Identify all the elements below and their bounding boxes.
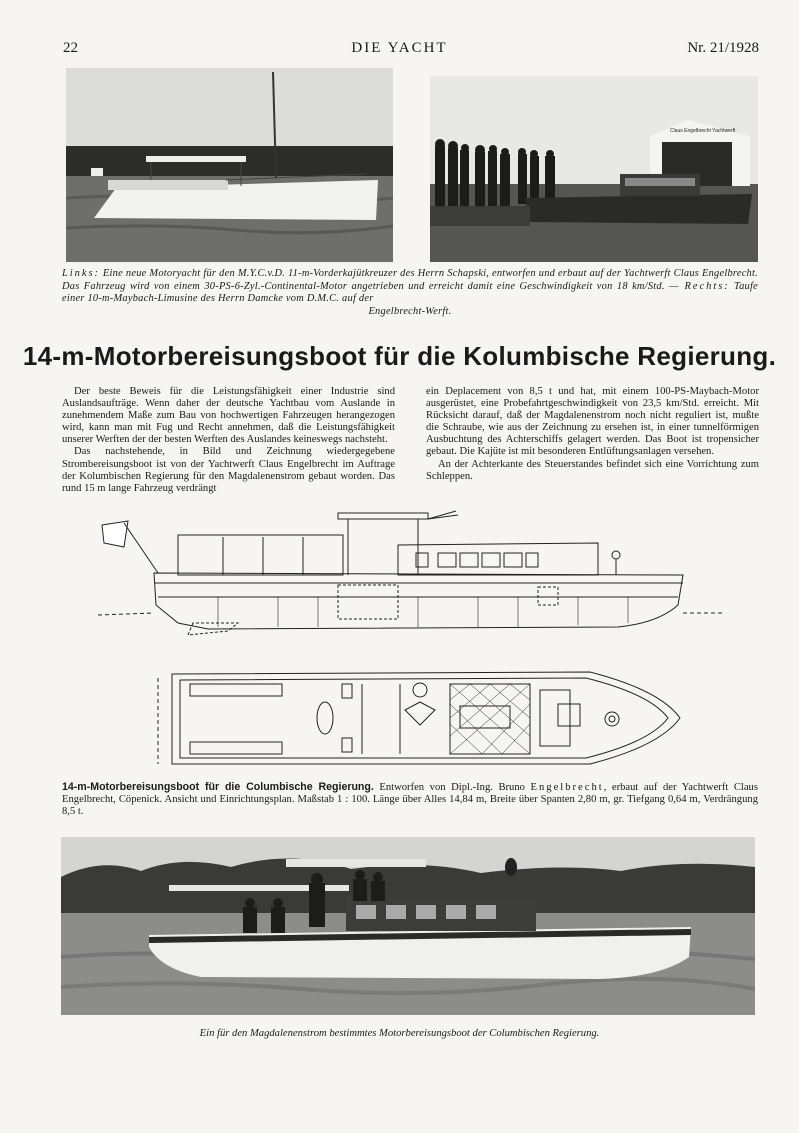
drawing-caption-text-1: Entworfen von Dipl.-Ing. Bruno (373, 782, 531, 793)
boathouse-sign: Claus Engelbrecht Yachtwerft (670, 128, 736, 134)
rechts-caption-text: Taufe einer 10-m-Maybach-Limusine des Herrn Damcke vom D.M.C. auf der (62, 280, 758, 305)
paragraph: ein Deplacement von 8,5 t und hat, mit einem 100-PS-Maybach-Motor ausgerüstet, eine Probefahrtgeschwindigkeit von 23,5 km/Std. erreicht. Mit Rücksicht darauf, daß der Magdalenenstrom noch nicht reguliert ist, mußte die Schraube, wie aus der Zeichnung zu ersehen ist, in einer tunnelförmigen Ausbuchtung des Achterschiffs gelagert werden. Das Boot ist tropensicher gebaut. Die Kajüte ist mit besonderen Entlüftungsanlagen versehen. (426, 386, 759, 458)
journal-title: DIE YACHT (351, 40, 448, 56)
drawing-caption-text-2: , erbaut auf der Yachtwerft Claus Engelbrecht, Cöpenick. Ansicht und Einrichtungsplan. Maßstab 1 : 100. Länge über Alles 14,84 m, Breite über Spanten 2,80 m, gr. Tiefgang 0,64 m, Verdrängung 8,5 t. (62, 782, 758, 818)
page-number: 22 (63, 40, 78, 56)
motor-yacht-photo (66, 68, 393, 262)
issue-number: Nr. 21/1928 (687, 40, 759, 56)
paragraph: An der Achterkante des Steuerstandes befindet sich eine Vorrichtung zum Schleppen. (426, 458, 759, 482)
links-caption-text: Eine neue Motoryacht für den M.Y.C.v.D. 11-m-Vorderkajütkreuzer des Herrn Schapski, entworfen und erbaut auf der Yachtwerft Claus Engelbrecht. Das Fahrzeug wird von einem 30-PS-6-Zyl.-Continental-Motor angetrieben und erreicht damit eine Geschwindigkeit von 18 km/Std. — (62, 268, 758, 292)
drawing-caption-title: 14-m-Motorbereisungsboot für die Columbische Regierung. (62, 781, 374, 793)
paragraph: Der beste Beweis für die Leistungsfähigkeit einer Industrie sind Auslandsaufträge. Wenn daher der deutsche Yachtbau vom Auslande in zunehmendem Maße zum Bau von hochwertigen Fahrzeugen herangezogen wird, kann man mit Fug und Recht annehmen, daß die Leistungsfähigkeit unserer Werften der der besten Werften des Auslandes keineswegs nachsteht. (62, 386, 395, 446)
article-column-right (426, 386, 759, 483)
article-headline: 14-m-Motorbereisungsboot für die Kolumbische Regierung. (22, 341, 777, 371)
river-boat-photo (61, 837, 755, 1015)
top-photos-caption (62, 268, 758, 318)
article-column-left (62, 386, 395, 495)
caption-last-line: Engelbrecht-Werft. (368, 305, 452, 317)
deck-plan-drawing (150, 660, 690, 775)
christening-photo (430, 76, 758, 262)
paragraph: Das nachstehende, in Bild und Zeichnung wiedergegebene Strombereisungsboot ist von der Yachtwerft Claus Engelbrecht im Auftrage der Kolumbischen Regierung für den Magdalenenstrom gebaut worden. Das rund 15 m lange Fahrzeug verdrängt (62, 446, 395, 494)
links-label: Links: (62, 268, 100, 279)
drawing-caption (62, 781, 758, 819)
side-elevation-drawing (98, 505, 728, 640)
bottom-photo-caption: Ein für den Magdalenenstrom bestimmtes Motorbereisungsboot der Columbischen Regierung. (199, 1028, 600, 1039)
designer-name: Engelbrecht (530, 782, 604, 793)
rechts-label: Rechts: (678, 280, 730, 292)
